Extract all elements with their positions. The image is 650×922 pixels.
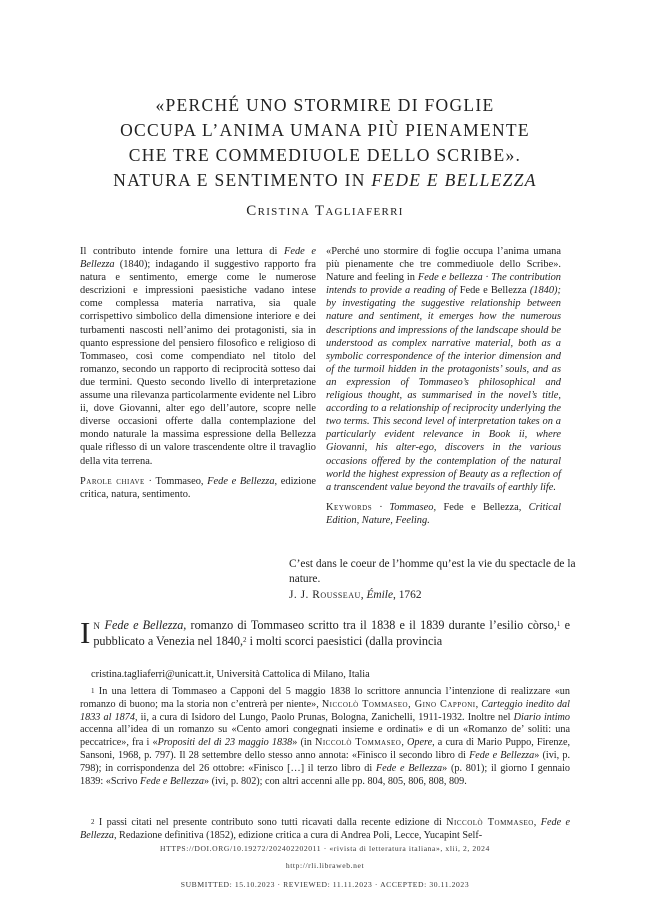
keywords-italic: Fede e Bellezza	[207, 475, 275, 487]
journal-url[interactable]: http://rli.libraweb.net	[285, 861, 365, 870]
footnote-italic: Carteggio inedito dal 1833 al 1874	[80, 698, 570, 723]
footnote-text: , a cura di Mario Puppo, Firenze, Sansoni, 1968, p. 797). Il 28 settembre dello stesso anno annota: «Finisco il secondo libro di	[80, 737, 571, 761]
epigraph-year: , 1762	[393, 588, 422, 601]
drop-cap: I	[80, 615, 91, 650]
footnote-smallcaps: Niccolò Tommaseo	[314, 737, 402, 749]
footnote-text: I passi citati nel presente contributo sono tutti ricavati dalla recente edizione di	[94, 817, 447, 828]
footnote-italic: Opere	[407, 737, 433, 749]
article-title	[80, 93, 570, 193]
abstract-english-text	[326, 245, 561, 494]
abstract-title-italic: Fede e bellezza	[417, 272, 483, 284]
author-name: Cristina Tagliaferri	[246, 203, 404, 219]
footnote-text: » (in	[292, 737, 315, 749]
abstract-upright: Fede e Bellezza	[459, 285, 527, 297]
footnote-italic: Fede e Bellezza	[469, 749, 535, 761]
footnote-ref[interactable]: 2	[243, 636, 247, 644]
title-line: CHE TRE COMMEDIUOLE DELLO SCRIBE».	[128, 145, 522, 165]
footnote-text: » (ivi, p. 798); in corrispondenza del 26 ottobre: «Finisco […] il terzo libro di	[80, 749, 570, 774]
keywords-text: , edizione critica, natura, sentimento.	[80, 475, 316, 500]
footnote-text: ,	[475, 698, 482, 710]
keywords-text: · Tommaseo,	[372, 501, 444, 513]
body-text: e pubblicato a Venezia nel 1840,	[93, 618, 570, 648]
doi-line	[80, 844, 570, 853]
footnote-italic: Fede e Bellezza	[80, 817, 571, 841]
keywords-label: Parole chiave	[80, 475, 145, 487]
footnote-italic: Fede e Bellezza	[375, 762, 443, 774]
footnote-text: accenna all’idea di un romanzo su «Cento amori congegnati insieme e ordinati» e di un «Romanzo de’ soliti: una peccatrice», fra i «	[80, 724, 570, 749]
body-paragraph	[80, 617, 570, 649]
abstract-title-text: «Perché uno stormire di foglie occupa l’anima umana più pienamente che tre commediuole dello Scribe». Nature and feeling in	[326, 246, 561, 284]
footnote-italic: Fede e Bellezza	[140, 775, 204, 787]
body-italic: Fede e Bellezza	[104, 618, 184, 632]
footnote-text: ,	[533, 817, 541, 828]
epigraph-author: J. J. Rousseau	[289, 588, 361, 601]
journal-citation: · «rivista di letteratura italiana», xlii, 2, 2024	[321, 844, 490, 853]
footnote-smallcaps: Niccolò Tommaseo, Gino Capponi	[321, 698, 476, 710]
keywords-italian	[80, 475, 316, 501]
abstract-italic: Fede e Bellezza	[80, 246, 316, 271]
abstract-text: (1840); by investigating the suggestive relationship between nature and sentiment, it emerges how the numerous descriptions and impressions of the landscape should be understood as complex narrative material, both as a symbolic correspondence of the interior dimension and of the turmoil hidden in the protagonists’ souls, and as an expression of Tommaseo’s philosophical and religious thought, as summarised in the novel’s title, according to a relationship of reciprocity underlying the two terms. This second level of interpretation takes on a particularly evident relevance in Book ii, where Giovanni, his alter-ego, discovers in the various occasions offered by the contemplation of the natural world the highest expression of Beauty as a reflection of a transcendent value beyond the travails of earthly life.	[326, 285, 561, 493]
abstract-italian-text	[80, 245, 316, 468]
footnote-text: In una lettera di Tommaseo a Capponi del 5 maggio 1838 lo scrittore annuncia l’intenzione di realizzare «un romanzo di buono; ma la storia non c’entrerà per niente»,	[80, 686, 570, 710]
abstract-italian	[80, 245, 316, 501]
epigraph-source: J. J. Rousseau, Émile, 1762	[289, 588, 422, 601]
abstract-english	[326, 245, 561, 527]
keywords-upright: Fede e Bellezza	[443, 501, 519, 513]
author-contact: cristina.tagliaferri@unicatt.it, Università Cattolica di Milano, Italia	[91, 669, 370, 680]
submission-dates: SUBMITTED: 15.10.2023 · REVIEWED: 11.11.2023 · ACCEPTED: 30.11.2023	[180, 880, 470, 889]
keywords-english	[326, 501, 561, 527]
footnote-number: 2	[91, 818, 95, 826]
footnote-text: » (p. 801); il giorno I gennaio 1839: «Scrivo	[80, 762, 571, 787]
abstract-text: · The contribution intends to provide a reading of	[326, 272, 561, 297]
abstract-text: Il contributo intende fornire una lettura di	[80, 246, 284, 257]
epigraph	[289, 557, 579, 603]
footnote-text: ,	[401, 737, 408, 749]
title-line: OCCUPA L’ANIMA UMANA PIÙ PIENAMENTE	[120, 120, 530, 140]
footnote-smallcaps: Niccolò Tommaseo	[446, 817, 534, 828]
keywords-text: · Tommaseo,	[144, 475, 208, 487]
body-text: , romanzo di Tommaseo scritto tra il 1838 e il 1839 durante l’esilio còrso,	[183, 618, 557, 632]
footnote-text: » (ivi, p. 802); con altri accenni alle pp. 804, 805, 806, 808, 809.	[203, 775, 467, 787]
epigraph-quote: C’est dans le coeur de l’homme qu’est la vie du spectacle de la nature.	[289, 558, 576, 586]
abstract-text: (1840); indagando il suggestivo rapporto fra natura e sentimento, emerge come le numerose descrizioni e impressioni paesistiche vadano intese come complessa materia narrativa, sia quale corrispettivo simbolico della dimensione interiore e dei turbamenti nascosti nell’animo dei protagonisti, sia in quanto espressione del pensiero filosofico e religioso di Tommaseo, così come compendiato nel titolo del romanzo, secondo un rapporto di reciprocità sotteso dai due termini. Questo secondo livello di interpretazione assume una rilevanza particolarmente evidente nel Libro ii, dove Giovanni, alter ego dell’autore, scopre nelle diverse occasioni offerte dalla contemplazione del mondo naturale la massima espressione della Bellezza quale riflesso di un valore trascendente oltre il travaglio della vita terrena.	[80, 259, 316, 467]
footnote-number: 1	[91, 687, 95, 695]
title-line: «PERCHÉ UNO STORMIRE DI FOGLIE	[155, 95, 495, 115]
footnote-text: , Redazione definitiva (1852), edizione critica a cura di Andrea Poli, Lecce, Yucapint Self-	[113, 829, 483, 841]
footnote-2	[80, 817, 570, 843]
keywords-label: Keywords	[326, 501, 373, 513]
footnote-text: , ii, a cura di Isidoro del Lungo, Paolo Prunas, Bologna, Zanichelli, 1911-1932. Inoltre nel	[134, 711, 514, 723]
footnote-ref[interactable]: 1	[556, 620, 561, 628]
title-line	[80, 168, 570, 193]
keywords-text: , Critical Edition, Nature, Feeling.	[326, 501, 561, 526]
footnote-1	[80, 686, 570, 788]
title-italic: FEDE E BELLEZZA	[371, 170, 537, 190]
body-text: i molti scorci paesistici (dalla provincia	[246, 634, 443, 648]
footnote-italic: Propositi del dì 23 maggio 1838	[157, 737, 293, 749]
footnote-italic: Diario intimo	[513, 711, 570, 723]
title-line-text: NATURA E SENTIMENTO IN	[113, 170, 372, 190]
body-lead: n	[93, 618, 101, 632]
doi-link[interactable]: HTTPS://DOI.ORG/10.19272/202402202011	[160, 844, 322, 853]
epigraph-work: Émile	[366, 588, 394, 601]
